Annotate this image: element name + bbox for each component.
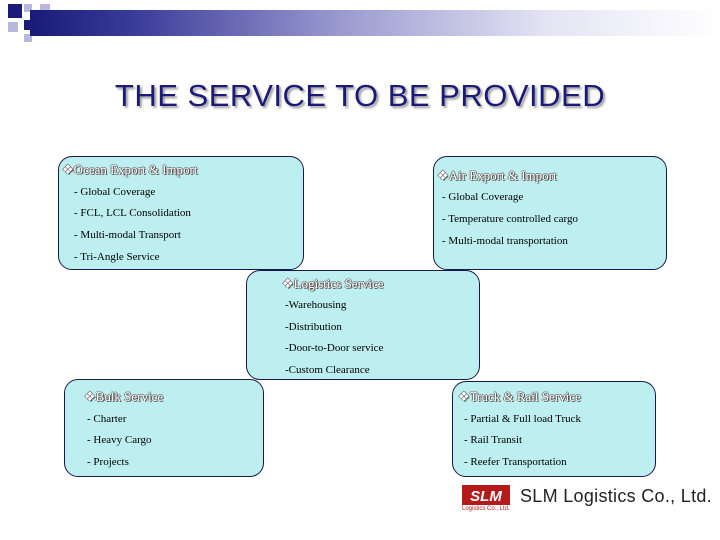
ocean-service-title: ❖Ocean Export & Import	[62, 162, 198, 177]
bulk-item: - Projects	[87, 456, 129, 468]
truck-rail-item: - Partial & Full load Truck	[464, 413, 582, 425]
bulk-service-title: ❖Bulk Service	[84, 389, 164, 404]
company-name: SLM Logistics Co., Ltd.	[520, 486, 712, 506]
air-item: - Temperature controlled cargo	[442, 213, 578, 225]
logistics-item: -Warehousing	[285, 299, 347, 311]
ocean-item: - FCL, LCL Consolidation	[74, 207, 191, 219]
logistics-item: -Distribution	[285, 321, 342, 333]
ocean-item: - Multi-modal Transport	[74, 229, 181, 241]
logistics-service-title: ❖Logistics Service	[282, 276, 384, 291]
logistics-item: -Door-to-Door service	[285, 342, 384, 354]
air-service-title: ❖Air Export & Import	[437, 168, 557, 183]
svg-text:SLM: SLM	[470, 488, 502, 505]
ocean-item: - Global Coverage	[74, 186, 156, 198]
bulk-item: - Charter	[87, 413, 127, 425]
ocean-item: - Tri-Angle Service	[74, 251, 160, 263]
air-item: - Global Coverage	[442, 191, 524, 203]
truck-rail-item: - Rail Transit	[464, 434, 523, 446]
logo-subtext: Logistics Co., Ltd.	[462, 506, 510, 512]
air-item: - Multi-modal transportation	[442, 235, 568, 247]
truck-rail-item: - Reefer Transportation	[464, 456, 567, 468]
bulk-item: - Heavy Cargo	[87, 434, 152, 446]
truck-rail-service-title: ❖Truck & Rail Service	[458, 389, 581, 404]
header-gradient-bar	[30, 10, 720, 36]
logistics-item: -Custom Clearance	[285, 364, 370, 376]
slide-title: THE SERVICE TO BE PROVIDED	[114, 78, 606, 113]
